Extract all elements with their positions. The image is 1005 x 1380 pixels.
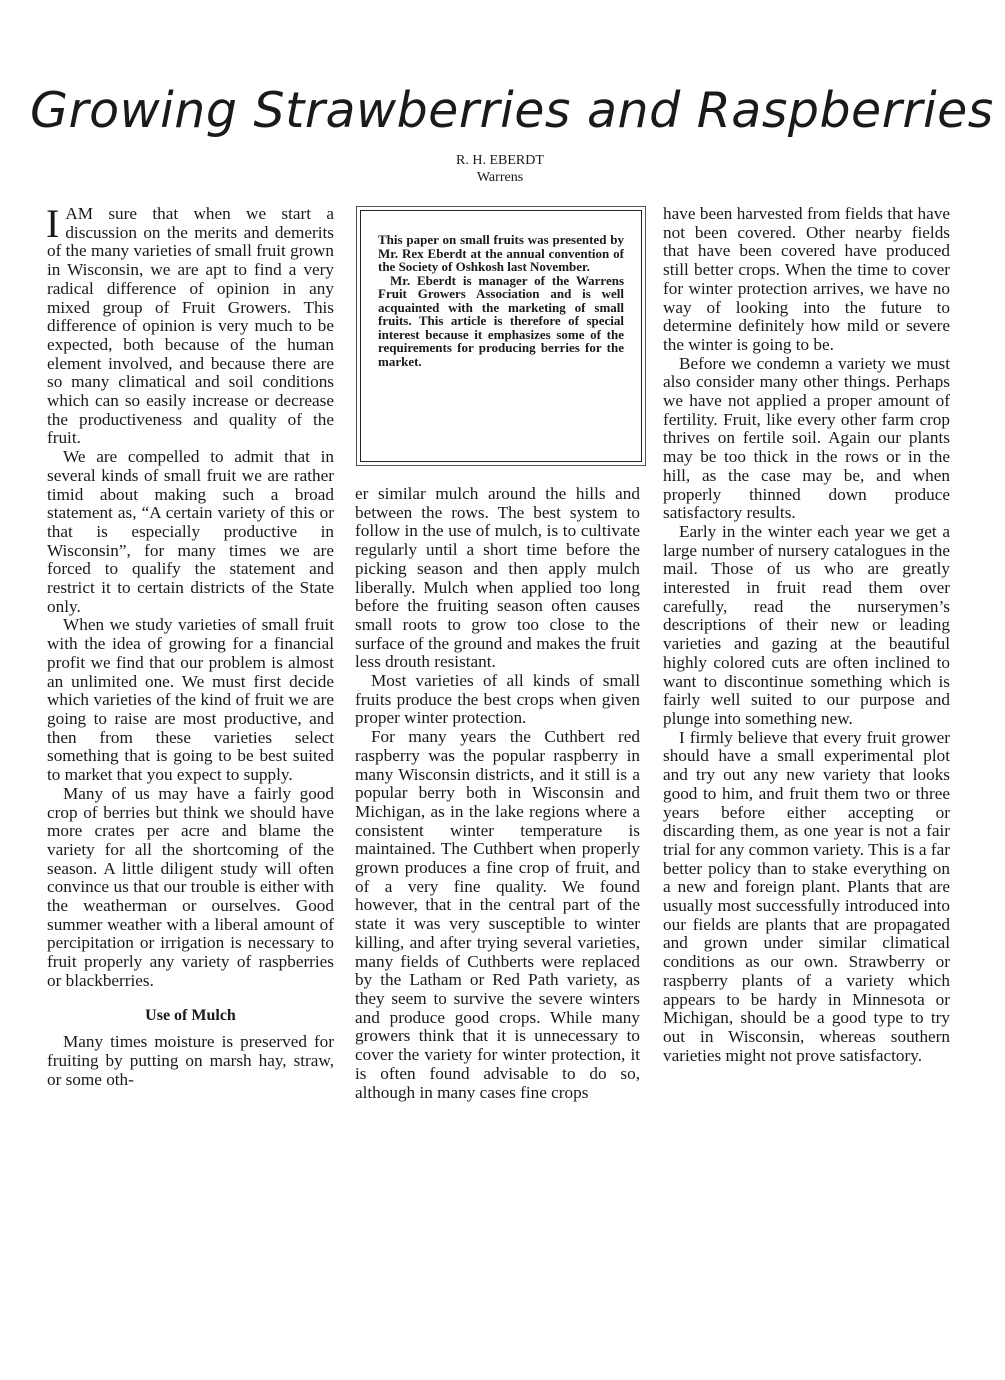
- paragraph: For many years the Cuthbert red raspberry was the popular raspberry in many Wisconsin districts, and it still is a popular berry both in Wisconsin and Michigan, as in the lake regions where a consistent winter temperature is maintained. The Cuthbert when properly grown produces a fine crop of fruit, and of a very fine quality. We found however, that in the central part of the state it was very susceptible to winter killing, and after trying several varieties, many fields of Cuthberts were replaced by the Latham or Red Path variety, as they seem to survive the severe winters and produce good crops. While many growers think that it is unnecessary to cover the variety for winter protection, it is often found advisable to do so, although in many cases fine crops: [355, 727, 640, 1102]
- paragraph: We are compelled to admit that in several kinds of small fruit we are rather timid about making such a broad statement as, “A certain variety of this or that is especially productive in Wisconsin”, for many times we are forced to qualify the statement and restrict it to certain districts of the State only.: [47, 447, 334, 616]
- column-2: [355, 485, 640, 1102]
- paragraph-text: AM sure that when we start a discussion on the merits and demerits of the many varieties of small fruit grown in Wisconsin, we are apt to find a very radical difference of opinion in any mixed group of Fruit Growers. This difference of opinion is very much to be expected, both because of the human element involved, and because there are so many climatical and soil conditions which can so easily increase or decrease the productiveness and quality of the fruit.: [47, 204, 334, 448]
- note-paragraph: This paper on small fruits was presented by Mr. Rex Eberdt at the annual convention of the Society of Oshkosh last November.: [378, 232, 624, 274]
- paragraph: Early in the winter each year we get a large number of nursery catalogues in the mail. Those of us who are greatly interested in fruit read them over carefully, read the nurserymen’s descriptions of their new or leading varieties and gazing at the beautiful highly colored cuts are often inclined to want to discontinue something which is fairly well suited to our purpose and plunge into something new.: [663, 521, 950, 728]
- paragraph: I firmly believe that every fruit grower should have a small experimental plot and try out any new variety that looks good to him, and fruit them two or three years before either accepting or discarding them, as one year is not a fair trial for any common variety. This is a far better policy than to stake everything on a new and foreign plant. Plants that are usually most successfully introduced into our fields are plants that are propagated and grown under similar climatical conditions as our own. Strawberry or raspberry plants of a variety which appears to be hardy in Minnesota or Michigan, should be a good type to try out in Wisconsin, whereas southern varieties might not prove satisfactory.: [663, 727, 950, 1065]
- paragraph: Many of us may have a fairly good crop of berries but think we should have more crates per acre and blame the variety for all the shortcoming of the season. A little diligent study will often convince us that our trouble is either with the weatherman or ourselves. Good summer weather with a liberal amount of percipitation or irrigation is necessary to fruit properly any variety of raspberries or blackberries.: [47, 783, 334, 990]
- paragraph: When we study varieties of small fruit with the idea of growing for a financial profit we find that our problem is almost an unlimited one. We must first decide which varieties of the kind of fruit we are going to raise are most productive, and then from these varieties select something that is going to be best suited to market that you expect to supply.: [47, 615, 334, 785]
- paragraph: [46, 201, 334, 448]
- paragraph: have been harvested from fields that have not been covered. Other nearby fields that have been covered have produced still better crops. When the time to cover for winter protection arrives, we have no way of looking into the future to determine definitely how mild or severe the winter is going to be.: [663, 204, 950, 354]
- editor-note-box: [360, 210, 642, 462]
- paragraph: Most varieties of all kinds of small fruits produce the best crops when given proper winter protection.: [355, 671, 640, 728]
- paragraph: Many times moisture is preserved for fruiting by putting on marsh hay, straw, or some oth-: [47, 1032, 334, 1089]
- article-title: Growing Strawberries and Raspberries: [30, 82, 994, 139]
- author-name: R. H. EBERDT: [456, 153, 544, 168]
- drop-cap: I: [46, 201, 60, 246]
- author-location: Warrens: [476, 170, 524, 185]
- note-paragraph: Mr. Eberdt is manager of the Warrens Fruit Growers Association and is well acquainted with the marketing of small fruits. This article is therefore of special interest because it emphasizes some of the requirements for producing berries for the market.: [378, 272, 624, 369]
- column-1: [46, 201, 334, 1089]
- paragraph: Before we condemn a variety we must also consider many other things. Perhaps we have not applied a proper amount of fertility. Fruit, like every other farm crop thrives on fertile soil. Again our plants may be too thick in the rows or in the hill, as the case may be, and when properly thinned down produce satisfactory results.: [663, 353, 950, 523]
- byline: [350, 152, 650, 186]
- editor-note: [378, 233, 624, 368]
- section-heading: Use of Mulch: [145, 1006, 236, 1024]
- paragraph: er similar mulch around the hills and between the rows. The best system to follow in the use of mulch, is to cultivate regularly until a short time before the picking season and then apply mulch liberally. Mulch when applied too long before the fruiting season often causes small roots to grow too close to the surface of the ground and makes the fruit less drouth resistant.: [355, 484, 640, 672]
- column-3: [663, 205, 950, 1065]
